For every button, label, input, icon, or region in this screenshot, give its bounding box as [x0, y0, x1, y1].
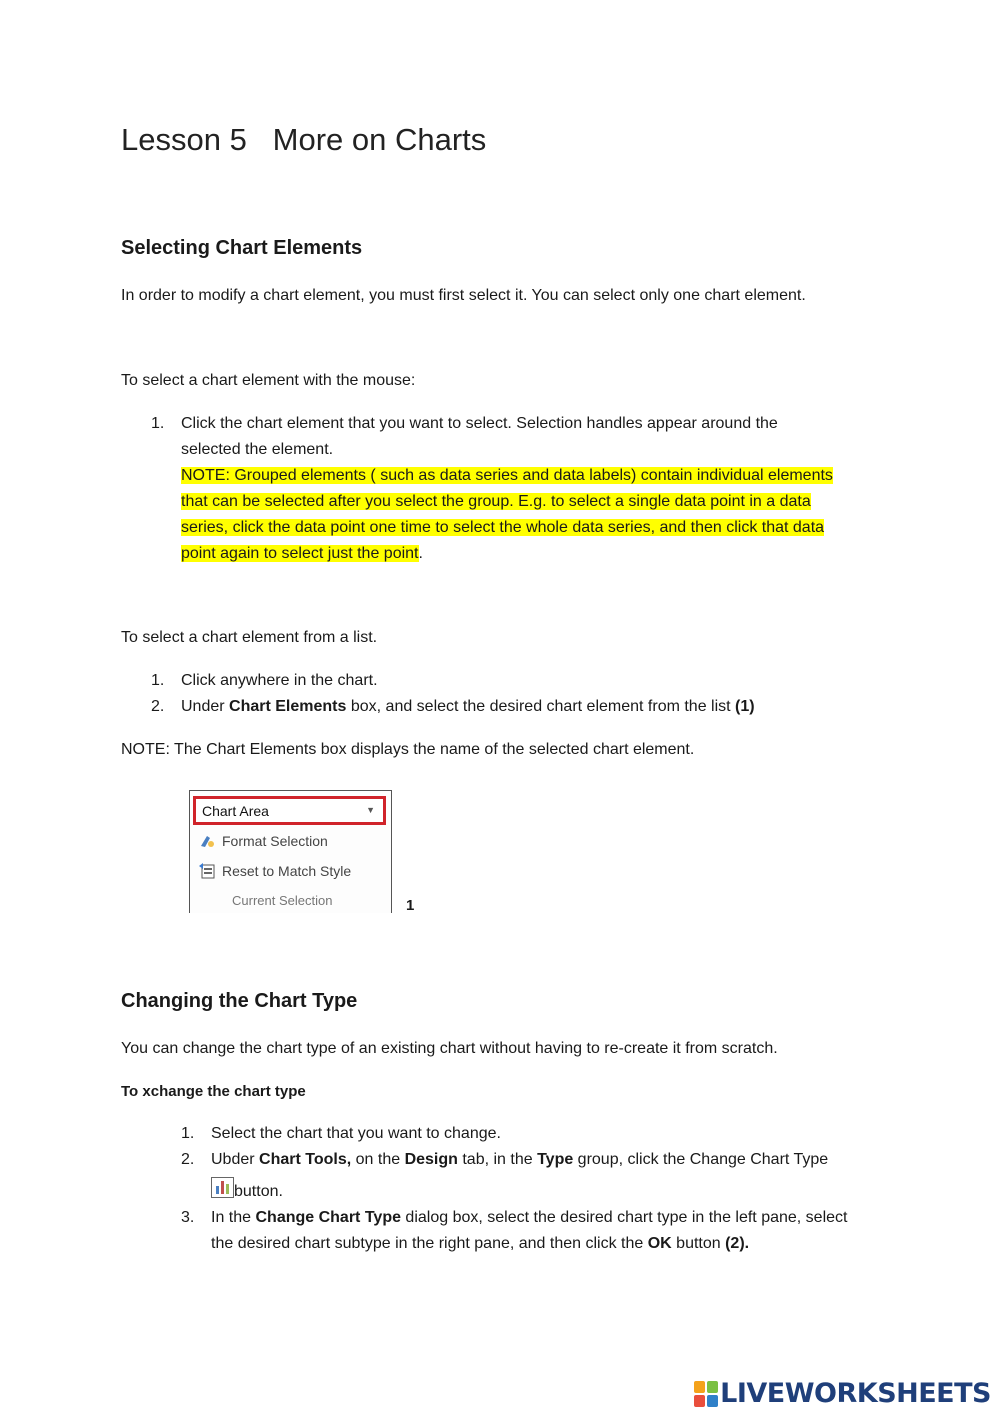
list-item: [151, 694, 755, 720]
list-item: [151, 411, 833, 567]
reset-style-label: Reset to Match Style: [222, 863, 352, 879]
paragraph-mouse-intro: To select a chart element with the mouse:: [121, 372, 416, 389]
callout-number: 1: [406, 897, 415, 914]
step-text: Select the chart that you want to change.: [211, 1125, 501, 1142]
format-selection-icon: [198, 832, 216, 850]
liveworksheets-logo: [694, 1378, 991, 1409]
step-text: the desired chart subtype in the right pane, and then click the OK button (2).: [211, 1235, 750, 1252]
paragraph-change-intro: You can change the chart type of an existing chart without having to re-create it from scratch.: [121, 1040, 778, 1057]
list-item: [181, 1147, 847, 1205]
highlighted-note: that can be selected after you select the group. E.g. to select a single data point in a data: [181, 493, 811, 510]
logo-text: LIVEWORKSHEETS: [720, 1378, 991, 1409]
mouse-steps-list: [151, 411, 833, 567]
step-text: In the Change Chart Type dialog box, select the desired chart type in the left pane, select: [211, 1209, 848, 1226]
step-text: Under Chart Elements box, and select the desired chart element from the list (1): [181, 698, 755, 715]
highlighted-note: NOTE: Grouped elements ( such as data series and data labels) contain individual elements: [181, 467, 833, 484]
highlighted-note: series, click the data point one time to select the whole data series, and then click that data: [181, 519, 825, 536]
step-text: Click anywhere in the chart.: [181, 672, 378, 689]
reset-to-match-style-button[interactable]: [198, 862, 351, 880]
paragraph-intro: In order to modify a chart element, you must first select it. You can select only one chart element.: [121, 287, 806, 304]
step-text: Click the chart element that you want to select. Selection handles appear around the: [181, 415, 778, 432]
paragraph-note: NOTE: The Chart Elements box displays the name of the selected chart element.: [121, 741, 695, 758]
list-number: 1.: [181, 1125, 195, 1142]
list-item: [181, 1121, 847, 1147]
reset-style-icon: [198, 862, 216, 880]
section-heading-changing: Changing the Chart Type: [121, 990, 358, 1012]
change-chart-type-icon: [211, 1177, 234, 1198]
chart-elements-dropdown[interactable]: [193, 796, 386, 825]
list-item: [151, 668, 755, 694]
change-steps-list: [181, 1121, 847, 1257]
list-number: 3.: [181, 1209, 195, 1226]
highlighted-note: point again to select just the point: [181, 545, 419, 562]
page-title: Lesson 5 More on Charts: [121, 122, 487, 157]
current-selection-group-label: Current Selection: [232, 893, 333, 908]
chart-elements-ribbon-image: [189, 790, 392, 913]
format-selection-button[interactable]: [198, 832, 328, 850]
list-number: 1.: [151, 672, 165, 689]
logo-icon: [694, 1381, 718, 1407]
list-steps-list: [151, 668, 755, 720]
note-period: .: [418, 545, 423, 562]
list-item: [181, 1205, 847, 1257]
step-text: Ubder Chart Tools, on the Design tab, in the Type group, click the Change Chart Type: [211, 1151, 829, 1168]
list-number: 1.: [151, 415, 165, 432]
paragraph-list-intro: To select a chart element from a list.: [121, 629, 378, 646]
chevron-down-icon: ▼: [366, 805, 375, 815]
dropdown-value: Chart Area: [202, 803, 269, 819]
list-number: 2.: [181, 1151, 195, 1168]
step-text: button.: [211, 1177, 847, 1205]
step-text: selected the element.: [181, 441, 334, 458]
list-number: 2.: [151, 698, 165, 715]
subheading-change: To xchange the chart type: [121, 1083, 306, 1100]
section-heading-selecting: Selecting Chart Elements: [121, 237, 363, 259]
format-selection-label: Format Selection: [222, 833, 328, 849]
